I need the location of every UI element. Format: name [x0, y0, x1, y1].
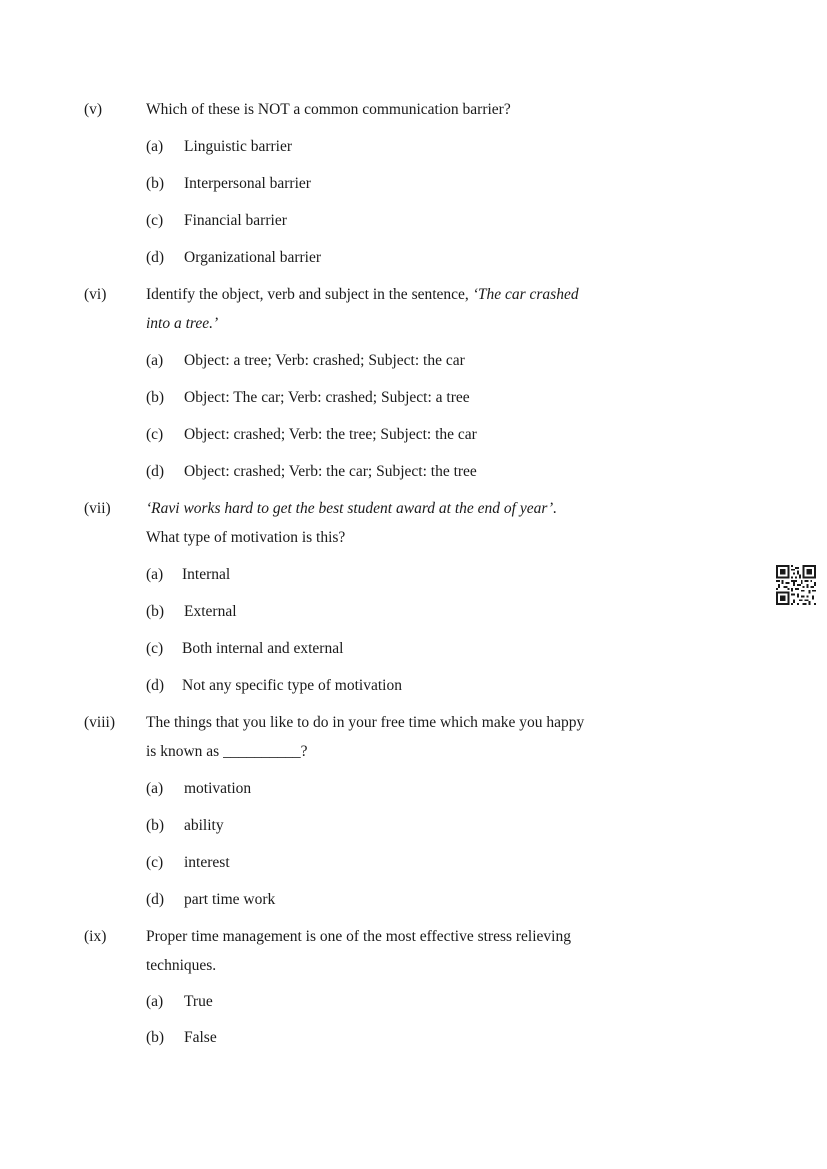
option-text: Internal — [182, 566, 231, 583]
option-label: (d) — [146, 891, 165, 908]
question-text-italic: ‘The car crashed — [472, 286, 579, 303]
qr-code-icon — [776, 565, 816, 605]
option-text: False — [184, 1029, 217, 1046]
question-number: (vi) — [84, 286, 107, 303]
question-text-continued: is known as __________? — [146, 743, 308, 760]
option-label: (a) — [146, 993, 164, 1010]
option-text: Interpersonal barrier — [184, 175, 311, 192]
question-text-continued: into a tree.’ — [146, 315, 219, 332]
option-label: (d) — [146, 677, 165, 694]
question-number: (ix) — [84, 928, 107, 945]
option-text: motivation — [184, 780, 252, 797]
option-label: (a) — [146, 138, 164, 155]
question-text: The things that you like to do in your free time which make you happy — [146, 714, 585, 731]
question-text: Proper time management is one of the most effective stress relieving — [146, 928, 571, 945]
option-text: interest — [184, 854, 230, 871]
option-label: (b) — [146, 603, 165, 620]
option-text: True — [184, 993, 213, 1010]
option-text: Object: The car; Verb: crashed; Subject: a tree — [184, 389, 470, 406]
option-label: (c) — [146, 854, 164, 871]
question-text — [146, 285, 579, 305]
option-text: External — [184, 603, 237, 620]
option-text: Organizational barrier — [184, 249, 321, 266]
option-label: (a) — [146, 780, 164, 797]
question-number: (viii) — [84, 714, 115, 731]
option-text: ability — [184, 817, 224, 834]
option-text: Financial barrier — [184, 212, 287, 229]
question-text-continued: techniques. — [146, 957, 217, 974]
option-text: Not any specific type of motivation — [182, 677, 402, 694]
question-number: (vii) — [84, 500, 111, 517]
question-text-plain: Identify the object, verb and subject in the sentence, — [146, 286, 469, 303]
option-label: (b) — [146, 1029, 165, 1046]
option-text: Object: crashed; Verb: the tree; Subject: the car — [184, 426, 477, 443]
option-label: (a) — [146, 566, 164, 583]
option-text: Object: a tree; Verb: crashed; Subject: the car — [184, 352, 465, 369]
option-label: (a) — [146, 352, 164, 369]
option-label: (c) — [146, 426, 164, 443]
option-label: (b) — [146, 389, 165, 406]
question-text: Which of these is NOT a common communication barrier? — [146, 101, 511, 118]
option-text: Both internal and external — [182, 640, 344, 657]
option-label: (c) — [146, 640, 164, 657]
option-text: Linguistic barrier — [184, 138, 293, 155]
option-label: (b) — [146, 175, 165, 192]
option-text: Object: crashed; Verb: the car; Subject: the tree — [184, 463, 477, 480]
option-label: (b) — [146, 817, 165, 834]
question-text-continued: What type of motivation is this? — [146, 529, 346, 546]
option-text: part time work — [184, 891, 276, 908]
option-label: (c) — [146, 212, 164, 229]
option-label: (d) — [146, 249, 165, 266]
question-text: ‘Ravi works hard to get the best student award at the end of year’. — [146, 500, 557, 517]
question-number: (v) — [84, 101, 103, 118]
option-label: (d) — [146, 463, 165, 480]
